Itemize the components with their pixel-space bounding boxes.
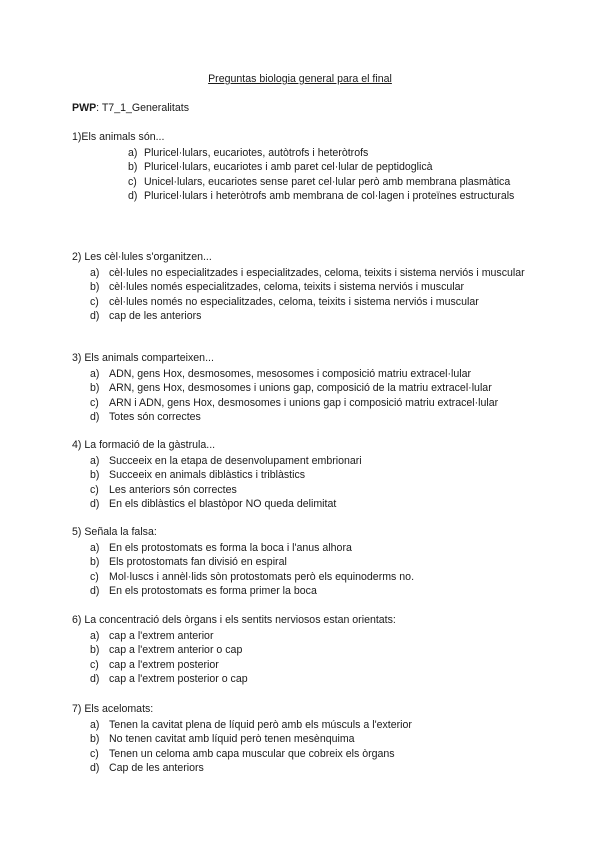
option-text: ARN, gens Hox, desmosomes i unions gap, composició de la matriu extracel·lular — [109, 382, 492, 395]
option-letter: b) — [128, 161, 138, 174]
option-item — [72, 454, 542, 469]
option-text: cap a l'extrem posterior o cap — [109, 673, 248, 686]
option-letter: c) — [90, 483, 99, 496]
option-list — [72, 367, 542, 425]
option-item — [72, 747, 542, 762]
option-letter: b) — [90, 382, 100, 395]
option-item — [72, 396, 542, 411]
option-text: cap a l'extrem anterior o cap — [109, 644, 243, 657]
option-text: ADN, gens Hox, desmosomes, mesosomes i composició matriu extracel·lular — [109, 367, 472, 380]
option-item — [72, 672, 542, 687]
option-text: Les anteriors són correctes — [109, 483, 237, 496]
question-text: 2) Les cèl·lules s'organitzen... — [72, 251, 212, 263]
option-letter: c) — [90, 396, 99, 409]
option-item — [72, 732, 542, 747]
question-text: 6) La concentració dels òrgans i els sentits nerviosos estan orientats: — [72, 614, 396, 626]
question-text: 3) Els animals comparteixen... — [72, 352, 214, 364]
option-list — [72, 629, 542, 687]
pwp-label: PWP — [72, 102, 97, 114]
option-item — [72, 266, 542, 281]
option-text: cèl·lules no especialitzades i especialitzades, celoma, teixits i sistema nerviós i muscular — [109, 266, 525, 279]
question-6 — [72, 613, 542, 687]
option-letter: d) — [90, 762, 100, 775]
option-letter: a) — [90, 367, 100, 380]
option-item — [72, 410, 542, 425]
option-item — [72, 175, 542, 190]
option-letter: b) — [90, 733, 100, 746]
option-item — [72, 381, 542, 396]
option-letter: b) — [90, 644, 100, 657]
option-text: En els protostomats es forma la boca i l'anus alhora — [109, 541, 352, 554]
option-list — [72, 718, 542, 776]
question-3 — [72, 351, 542, 425]
option-item — [72, 570, 542, 585]
option-letter: c) — [90, 658, 99, 671]
option-text: Pluricel·lulars, eucariotes, autòtrofs i heteròtrofs — [144, 146, 369, 159]
option-item — [72, 189, 542, 204]
document-title: Preguntas biologia general para el final — [208, 73, 392, 85]
question-4 — [72, 438, 542, 512]
question-7 — [72, 702, 542, 776]
option-text: Totes són correctes — [109, 411, 201, 424]
option-item — [72, 584, 542, 599]
question-2 — [72, 250, 542, 324]
option-letter: a) — [90, 454, 100, 467]
option-text: No tenen cavitat amb líquid però tenen mesènquima — [109, 733, 355, 746]
question-1 — [72, 130, 542, 204]
option-text: Unicel·lulars, eucariotes sense paret cel·lular però amb membrana plasmàtica — [144, 175, 511, 188]
option-letter: d) — [90, 310, 100, 323]
option-text: Cap de les anteriors — [109, 762, 204, 775]
option-letter: b) — [90, 469, 100, 482]
option-item — [72, 160, 542, 175]
option-text: Els protostomats fan divisió en espiral — [109, 556, 287, 569]
pwp-line — [72, 101, 189, 116]
option-letter: d) — [90, 411, 100, 424]
option-text: Tenen un celoma amb capa muscular que cobreix els òrgans — [109, 747, 395, 760]
option-letter: b) — [90, 281, 100, 294]
question-5 — [72, 525, 542, 599]
option-text: Succeeix en la etapa de desenvolupament embrionari — [109, 454, 362, 467]
option-list — [72, 146, 542, 204]
option-item — [72, 367, 542, 382]
option-item — [72, 643, 542, 658]
option-text: Pluricel·lulars, eucariotes i amb paret cel·lular de peptidoglicà — [144, 161, 433, 174]
option-list — [72, 266, 542, 324]
option-letter: a) — [128, 146, 138, 159]
option-text: Pluricel·lulars i heteròtrofs amb membrana de col·lagen i proteïnes estructurals — [144, 190, 515, 203]
option-item — [72, 483, 542, 498]
option-item — [72, 497, 542, 512]
option-text: Tenen la cavitat plena de líquid però amb els músculs a l'exterior — [109, 718, 412, 731]
option-text: cap a l'extrem posterior — [109, 658, 219, 671]
option-letter: c) — [90, 570, 99, 583]
option-letter: b) — [90, 556, 100, 569]
option-letter: a) — [90, 541, 100, 554]
option-letter: d) — [90, 498, 100, 511]
option-letter: d) — [128, 190, 138, 203]
option-item — [72, 541, 542, 556]
option-letter: d) — [90, 673, 100, 686]
option-letter: c) — [90, 747, 99, 760]
option-text: cèl·lules només especialitzades, celoma, teixits i sistema nerviós i muscular — [109, 281, 465, 294]
option-letter: a) — [90, 629, 100, 642]
question-text: 7) Els acelomats: — [72, 703, 154, 715]
option-text: cèl·lules només no especialitzades, celoma, teixits i sistema nerviós i muscular — [109, 295, 479, 308]
option-item — [72, 658, 542, 673]
option-item — [72, 468, 542, 483]
option-item — [72, 295, 542, 310]
option-item — [72, 718, 542, 733]
option-text: Succeeix en animals diblàstics i triblàstics — [109, 469, 306, 482]
question-text: 1)Els animals són... — [72, 131, 165, 143]
question-text: 5) Señala la falsa: — [72, 526, 157, 538]
option-letter: c) — [90, 295, 99, 308]
option-text: Mol·luscs i annèl·lids sòn protostomats però els equinoderms no. — [109, 570, 415, 583]
option-list — [72, 454, 542, 512]
option-text: cap de les anteriors — [109, 310, 202, 323]
option-item — [72, 629, 542, 644]
option-text: En els diblàstics el blastòpor NO queda delimitat — [109, 498, 337, 511]
option-item — [72, 146, 542, 161]
option-letter: c) — [128, 175, 137, 188]
option-letter: d) — [90, 585, 100, 598]
option-letter: a) — [90, 266, 100, 279]
option-item — [72, 761, 542, 776]
option-list — [72, 541, 542, 599]
pwp-text: : T7_1_Generalitats — [96, 102, 189, 114]
option-text: En els protostomats es forma primer la boca — [109, 585, 317, 598]
option-item — [72, 309, 542, 324]
option-item — [72, 280, 542, 295]
option-text: cap a l'extrem anterior — [109, 629, 214, 642]
question-text: 4) La formació de la gàstrula... — [72, 439, 216, 451]
option-text: ARN i ADN, gens Hox, desmosomes i unions gap i composició matriu extracel·lular — [109, 396, 499, 409]
option-letter: a) — [90, 718, 100, 731]
option-item — [72, 555, 542, 570]
